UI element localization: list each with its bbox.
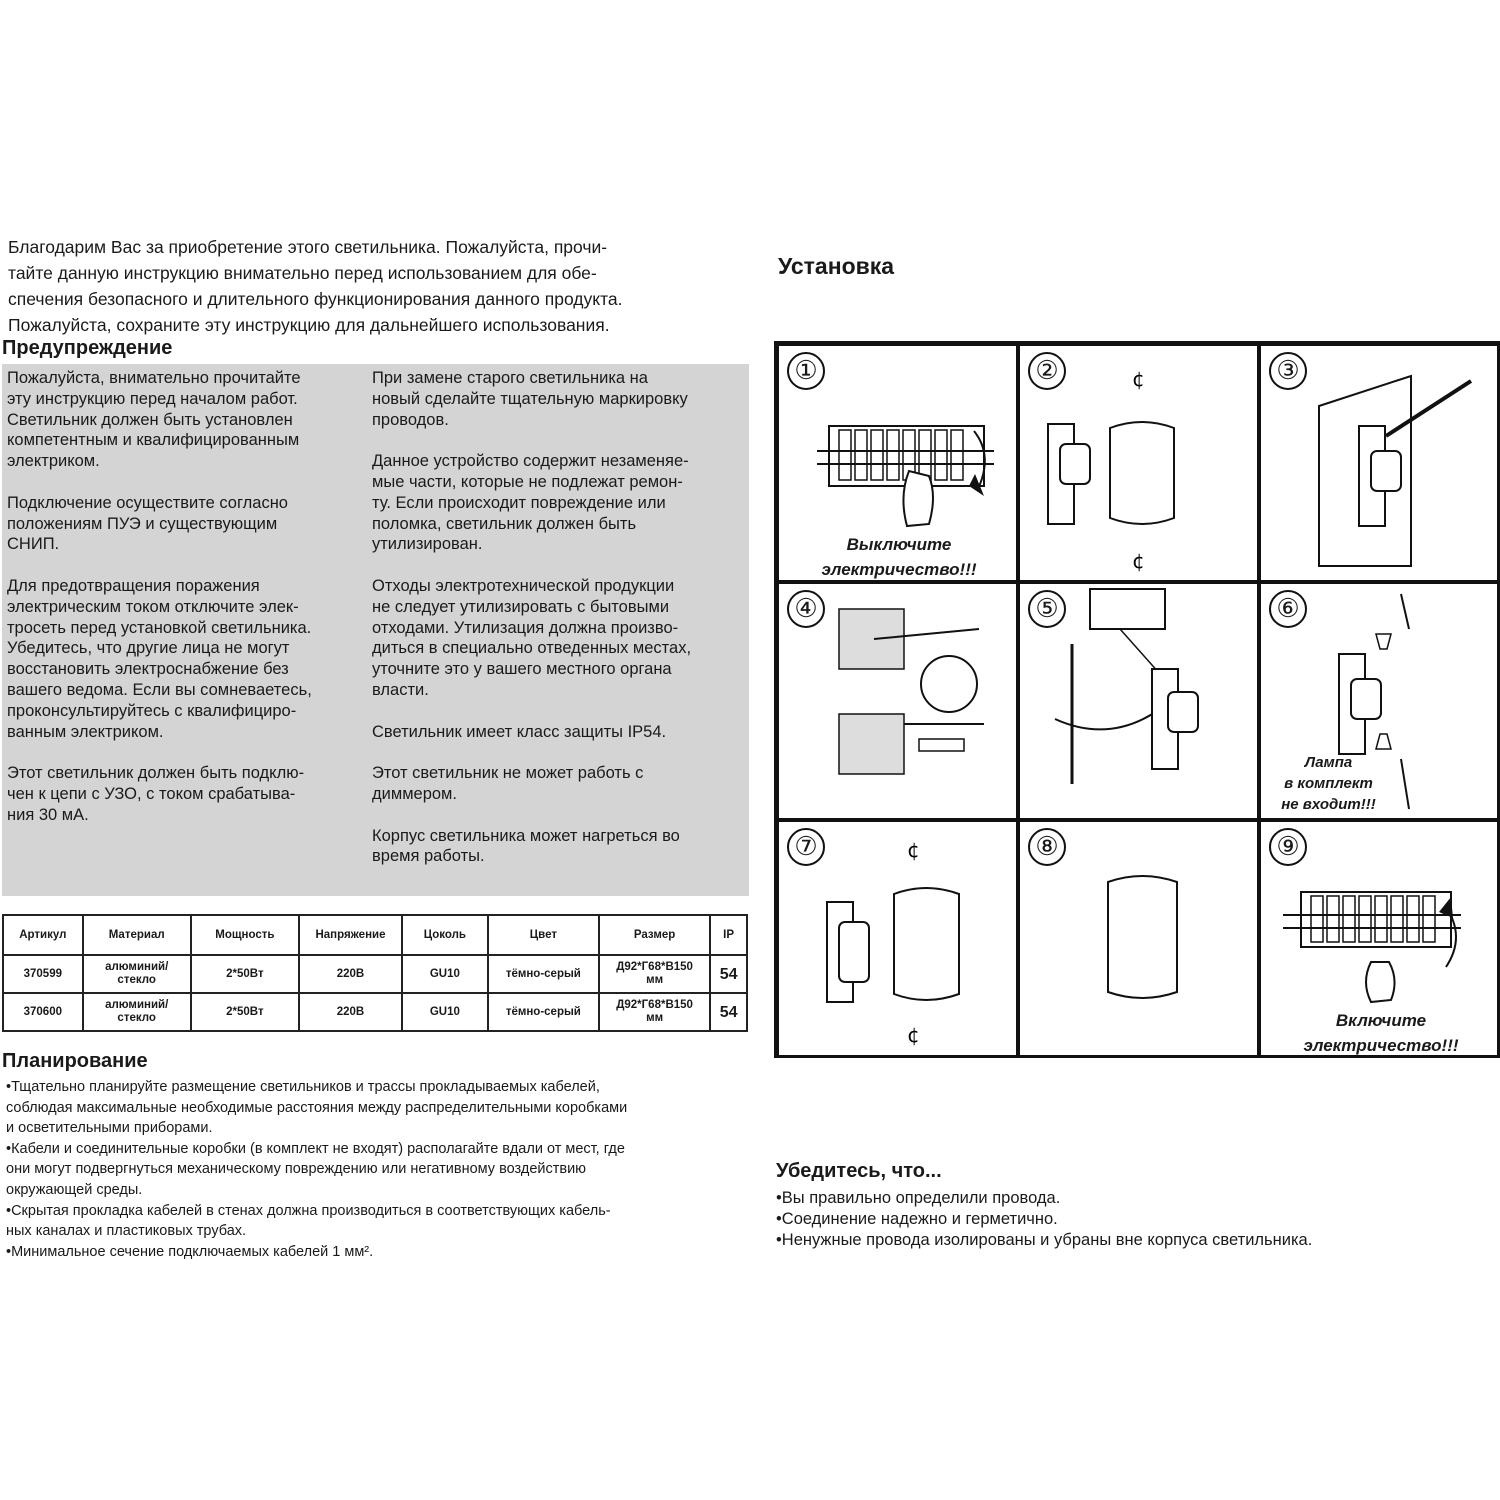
warning-paragraph: Данное устройство содержит незаменяе- мые части, которые не подлежат ремон- ту. Если происходит повреждение или поломка, светильник должен быть утилизирован.: [372, 452, 689, 554]
cell-article: 370600: [3, 993, 83, 1031]
cell-size: Д92*Г68*В150 мм: [599, 993, 710, 1031]
warning-paragraph: Пожалуйста, внимательно прочитайте эту инструкцию перед началом работ. Светильник должен быть установлен компетентным и квалифицированным электриком.: [7, 369, 301, 471]
intro-line: Пожалуйста, сохраните эту инструкцию для дальнейшего использования.: [8, 315, 610, 335]
planning-line: •Скрытая прокладка кабелей в стенах должна производиться в соответствующих кабель-: [6, 1202, 611, 1219]
cell-voltage: 220В: [299, 993, 402, 1031]
step-number: ⑧: [1028, 828, 1066, 866]
cell-power: 2*50Вт: [191, 955, 299, 993]
planning-line: и осветительными приборами.: [6, 1120, 213, 1137]
header-cell: Мощность: [191, 915, 299, 955]
warning-paragraph: Светильник имеет класс защиты IP54.: [372, 722, 667, 741]
table-row: [3, 955, 747, 993]
step-8: [1018, 820, 1259, 1058]
cell-ip: 54: [710, 955, 747, 993]
step-7: [777, 820, 1018, 1058]
cell-ip: 54: [710, 993, 747, 1031]
fixture-disassembly-illustration: [1020, 346, 1257, 580]
step-caption: Включите электричество!!!: [1303, 1011, 1459, 1055]
assembled-fixture-illustration: [1020, 822, 1257, 1056]
check-list: [776, 1188, 1496, 1251]
step-4: [777, 582, 1018, 820]
cell-material: алюминий/ стекло: [83, 955, 191, 993]
table-row: [3, 993, 747, 1031]
installation-steps-grid: [774, 341, 1500, 1058]
planning-text: [6, 1077, 751, 1262]
planning-line: •Тщательно планируйте размещение светильников и трассы прокладываемых кабелей,: [6, 1079, 600, 1095]
warning-right-column: [372, 368, 747, 888]
planning-line: ных каналах и пластиковых трубах.: [6, 1223, 247, 1240]
warning-paragraph: При замене старого светильника на новый сделайте тщательную маркировку проводов.: [372, 369, 688, 429]
step-1: [777, 344, 1018, 582]
step-number: ①: [787, 352, 825, 390]
step-number: ⑨: [1269, 828, 1307, 866]
step-number: ⑤: [1028, 590, 1066, 628]
spec-table: [2, 914, 748, 1032]
cell-size: Д92*Г68*В150 мм: [599, 955, 710, 993]
warning-left-column: [7, 368, 367, 846]
svg-text:¢: ¢: [907, 1023, 920, 1047]
header-cell: Цоколь: [402, 915, 488, 955]
planning-line: соблюдая максимальные необходимые расстояния между распределительными коробками: [6, 1099, 628, 1116]
intro-text: [8, 234, 753, 338]
cell-material: алюминий/ стекло: [83, 993, 191, 1031]
step-number: ③: [1269, 352, 1307, 390]
warning-paragraph: Корпус светильника может нагреться во время работы.: [372, 826, 680, 866]
check-item: •Вы правильно определили провода.: [776, 1189, 1061, 1207]
step-6: [1259, 582, 1500, 820]
svg-text:¢: ¢: [1132, 367, 1145, 391]
warning-box: [2, 364, 749, 896]
header-cell: Цвет: [488, 915, 599, 955]
step-9: [1259, 820, 1500, 1058]
drill-illustration: [779, 584, 1016, 818]
warning-paragraph: Отходы электротехнической продукции не следует утилизировать с бытовыми отходами. Утилизация должна произво- диться в специально отведенных местах, уточните это у вашего местного органа власти.: [372, 576, 692, 699]
cell-article: 370599: [3, 955, 83, 993]
cell-color: тёмно-серый: [488, 955, 599, 993]
step-number: ⑥: [1269, 590, 1307, 628]
fixture-assembly-illustration: [779, 822, 1016, 1056]
step-number: ②: [1028, 352, 1066, 390]
warning-paragraph: Этот светильник не может работь с диммером.: [372, 764, 644, 803]
step-3: [1259, 344, 1500, 582]
installation-title: Установка: [778, 253, 895, 279]
cell-voltage: 220В: [299, 955, 402, 993]
intro-line: тайте данную инструкцию внимательно перед использованием для обе-: [8, 263, 597, 283]
cell-socket: GU10: [402, 955, 488, 993]
cell-power: 2*50Вт: [191, 993, 299, 1031]
step-number: ④: [787, 590, 825, 628]
step-2: [1018, 344, 1259, 582]
svg-text:¢: ¢: [907, 838, 920, 862]
intro-line: Благодарим Вас за приобретение этого светильника. Пожалуйста, прочи-: [8, 237, 608, 257]
step-number: ⑦: [787, 828, 825, 866]
intro-line: спечения безопасного и длительного функционирования данного продукта.: [8, 289, 623, 309]
svg-text:¢: ¢: [1132, 549, 1145, 573]
header-cell: IP: [710, 915, 747, 955]
check-item: •Ненужные провода изолированы и убраны вне корпуса светильника.: [776, 1231, 1313, 1249]
header-cell: Напряжение: [299, 915, 402, 955]
planning-title: Планирование: [2, 1050, 148, 1072]
cell-socket: GU10: [402, 993, 488, 1031]
planning-line: они могут подвергнуться механическому повреждению или негативному воздействию: [6, 1161, 587, 1178]
step-caption: Лампа в комплект не входит!!!: [1281, 754, 1376, 813]
step-5: [1018, 582, 1259, 820]
header-cell: Артикул: [3, 915, 83, 955]
check-item: •Соединение надежно и герметично.: [776, 1210, 1058, 1228]
step-caption: Выключите электричество!!!: [821, 535, 977, 579]
check-title: Убедитесь, что...: [776, 1160, 942, 1182]
planning-line: •Кабели и соединительные коробки (в комплект не входят) располагайте вдали от мест, где: [6, 1140, 625, 1157]
header-cell: Материал: [83, 915, 191, 955]
header-cell: Размер: [599, 915, 710, 955]
wiring-illustration: [1020, 584, 1257, 818]
planning-line: окружающей среды.: [6, 1181, 143, 1198]
planning-line: •Минимальное сечение подключаемых кабелей 1 мм².: [6, 1243, 374, 1260]
table-header-row: [3, 915, 747, 955]
warning-title: Предупреждение: [2, 337, 173, 359]
warning-paragraph: Для предотвращения поражения электрическим током отключите элек- тросеть перед установкой светильника. Убедитесь, что другие лица не могут восстановить электроснабжение без вашего ведома. Если вы сомневаетесь, проконсультируйтесь с квалифициро- ванным электриком.: [7, 576, 312, 741]
warning-paragraph: Подключение осуществите согласно положениям ПУЭ и существующим СНИП.: [7, 493, 288, 554]
warning-paragraph: Этот светильник должен быть подклю- чен к цепи с УЗО, с током срабатыва- ния 30 мА.: [7, 764, 305, 824]
cell-color: тёмно-серый: [488, 993, 599, 1031]
wall-mark-illustration: [1261, 346, 1498, 580]
